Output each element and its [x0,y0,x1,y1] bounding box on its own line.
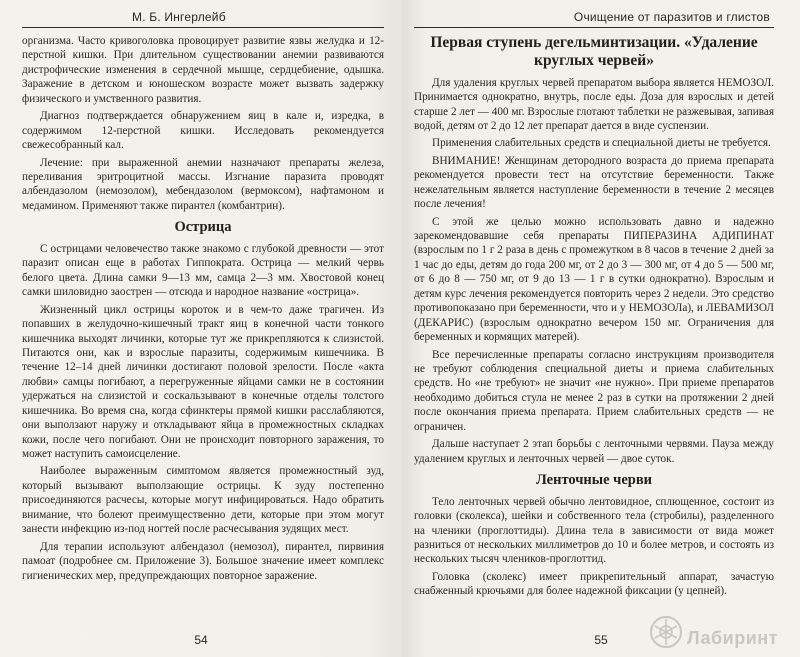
page-number-left: 54 [194,633,208,647]
right-body [414,34,774,599]
watermark [649,615,778,649]
paragraph: ВНИМАНИЕ! Женщинам детородного возраста до приема препарата рекомендуется провести тест на отсутствие беременности. Также нежелательным является наступление беременности в течение 2 месяцев после лечения! [414,154,774,211]
labyrinth-logo-icon [649,615,683,649]
paragraph: С этой же целью можно использовать давно и надежно зарекомендовавшие себя препараты ПИПЕРАЗИНА АДИПИНАТ (взрослым по 1 г 2 раза в день с промежутком в 8 часов в течение 2 дней за 1 час до еды, детям до года 200 мг, от 2 до 3 — 300 мг, от 4 до 5 — 500 мг, от 6 до 8 — 750 мг, от 9 до 13 — 1 г в сутки однократно). Взрослым и детям курс лечения рекомендуется повторить через 2 недели. Это средство противопоказано при беременности, что и у НЕМОЗОЛа), и ЛЕВАМИЗОЛ (ДЕКАРИС) (взрослым однократно вечером 150 мг. Ограничения для беременных и кормящих матерей). [414,215,774,344]
paragraph: С острицами человечество также знакомо с глубокой древности — этот паразит описан еще в работах Гиппократа. Острица — мелкий червь белого цвета. Длина самки 9—13 мм, самца 2—3 мм. Хвостовой конец самки шиловидно заострен — отсюда и народное название «острица». [22,242,384,299]
paragraph: Жизненный цикл острицы короток и в чем-то даже трагичен. Из попавших в желудочно-кишечный тракт яиц в конечной части тонкого кишечника выходят личинки, которые тут же прикрепляются к слизистой. Питаются они, как и взрослые паразиты, содержимым кишечника. В течение 12–14 дней личинки достигают половой зрелости. После «акта любви» самцы погибают, а перегруженные яйцами самки не в состоянии удержаться на слизистой и соскальзывают в конечные отделы толстого кишечника. Во время сна, когда сфинктеры прямой кишки расслабляются, они выползают наружу и откладывают яйца в промежностных складках кожи, после чего погибают. Они не происходит повторного заражения, то может наступить самоисцеление. [22,303,384,461]
section-heading-ostritsa: Острица [174,219,232,236]
paragraph: Диагноз подтверждается обнаружением яиц в кале и, изредка, в содержимом 12-перстной кишки. Исследовать рекомендуется свежесобранный кал. [22,110,384,152]
paragraph: Головка (сколекс) имеет прикрепительный аппарат, зачастую снабженный крючьями для более надежной фиксации (у цепней). [414,570,774,598]
paragraph: Все перечисленные препараты согласно инструкциям производителя не требуют соблюдения специальной диеты и приема слабительных средств. Но «не требуют» не значит «не нужно». При приеме препаратов необходимо добиться стула не менее 2 раз в сутки на протяжении 2 дней после окончания приема препарата. Прием слабительных средств — не ограничен. [414,348,774,433]
left-body [22,34,384,583]
paragraph: Дальше наступает 2 этап борьбы с ленточными червями. Пауза между удалением круглых и ленточных червей — двое суток. [414,438,774,465]
paragraph: Тело ленточных червей обычно лентовидное, сплющенное, состоит из головки (сколекса), шейки и собственного тела (стробилы), разделенного на членики (проглоттиды). Длина тела в зависимости от вида может разниться от нескольких миллиметров до 10 и более метров, и состоять из нескольких тысяч члеников-проглоттид. [414,495,774,566]
right-page [402,0,800,657]
section-heading-first-stage: Первая ступень дегельминтизации. «Удаление круглых червей» [430,34,758,69]
running-head-left: М. Б. Ингерлейб [22,10,384,28]
watermark-text: Лабиринт [686,628,778,648]
paragraph: Для удаления круглых червей препаратом выбора является НЕМОЗОЛ. Принимается однократно, внутрь, после еды. Доза для взрослых и детей старше 2 лет — 400 мг. Взрослые глотают таблетки не разжевывая, запивая водой, детям от 2 до 12 лет препарат дается в виде суспензии. [414,76,774,132]
paragraph: Лечение: при выраженной анемии назначают препараты железа, переливания эритроцитной массы. Изгнание паразита проводят албендазолом (немозолом), мебендазолом (вермоксом), нафтамоном и медамином. Применяют также пирантел (комбантрин). [22,156,384,212]
running-head-right: Очищение от паразитов и глистов [414,10,774,28]
paragraph: организма. Часто кривоголовка провоцирует развитие язвы желудка и 12-перстной кишки. При длительном существовании анемии развиваются дистрофические изменения в сердечной мышце, сердцебиение, одышка. Заражение в детском и юношеском возрасте может вызвать задержку физического и умственного развития. [22,35,384,105]
paragraph: Для терапии используют албендазол (немозол), пирантел, пирвиния памоат (подробнее см. Приложение 3). Большое значение имеет комплекс гигиенических мер, предупреждающих повторное заражение. [22,540,384,582]
section-heading-tapeworms: Ленточные черви [535,472,653,488]
page-number-right: 55 [594,633,608,647]
paragraph: Наиболее выраженным симптомом является промежностный зуд, который вызывают выползающие острицы. К зуду постепенно присоединяются расчесы, которые могут инфицироваться. Надо обратить внимание, что болеют преимущественно дети, которые при этом могут занести инфекцию из-под ногтей после расчесывания зудящих мест. [22,465,384,536]
paragraph: Применения слабительных средств и специальной диеты не требуется. [432,137,771,150]
